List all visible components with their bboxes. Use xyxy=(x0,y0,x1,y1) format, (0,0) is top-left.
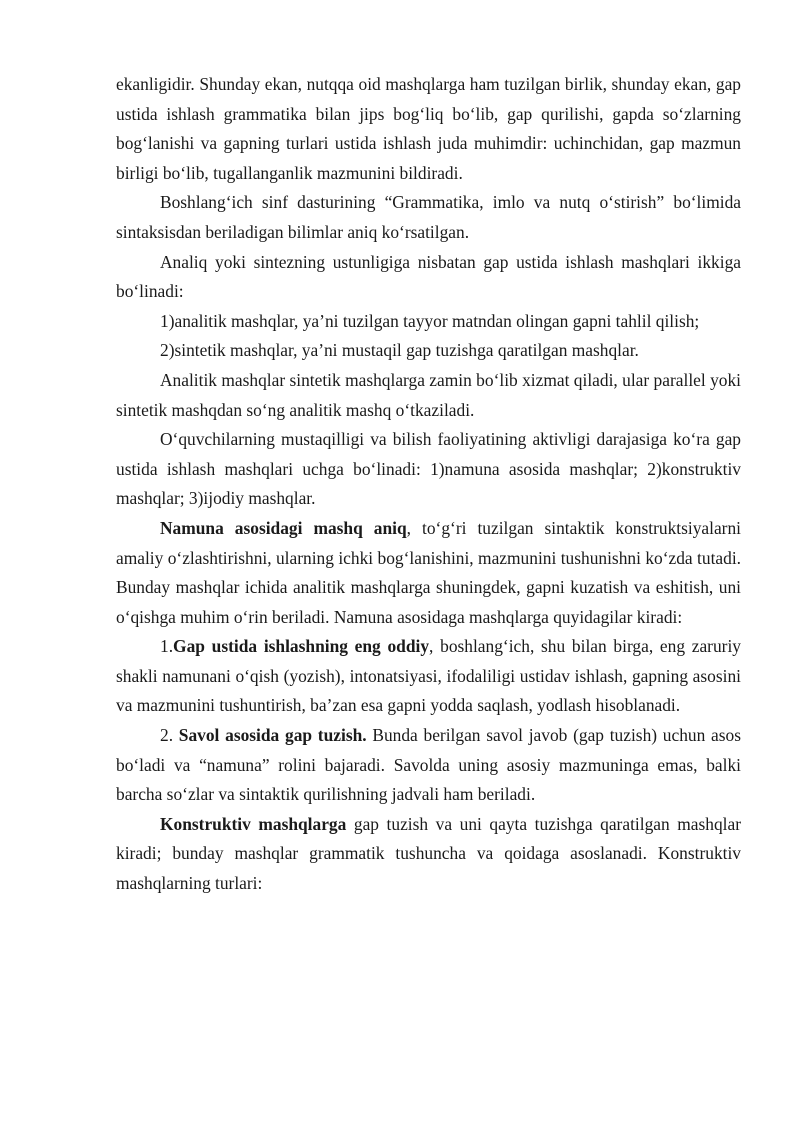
paragraph-2-text: Boshlang‘ich sinf dasturining “Grammatika, imlo va nutq o‘stirish” bo‘limida sintaksisdan beriladigan bilimlar aniq ko‘rsatilgan. xyxy=(116,192,741,242)
paragraph-10-bold: Savol asosida gap tuzish. xyxy=(178,725,367,746)
document-body xyxy=(116,70,741,899)
paragraph-3 xyxy=(116,248,741,307)
paragraph-9-prefix: 1. xyxy=(160,636,174,657)
paragraph-11 xyxy=(116,810,741,899)
paragraph-1 xyxy=(116,70,741,188)
paragraph-10-prefix: 2. xyxy=(160,725,179,746)
paragraph-8 xyxy=(116,514,741,632)
list-item-analytic xyxy=(116,307,741,337)
paragraph-1-text: ekanligidir. Shunday ekan, nutqqa oid mashqlarga ham tuzilgan birlik, shunday ekan, gap ustida ishlash grammatika bilan jips bog‘liq bo‘lib, gap qurilishi, gapda so‘zlarning bog‘lanishi va gapning turlari ustida ishlash juda muhimdir: uchinchidan, gap mazmun birligi bo‘lib, tugallanganlik mazmunini bildiradi. xyxy=(116,74,741,183)
list-item-synthetic xyxy=(116,336,741,366)
list-item-analytic-text: 1)analitik mashqlar, ya’ni tuzilgan tayyor matndan olingan gapni tahlil qilish; xyxy=(160,310,700,331)
paragraph-11-bold: Konstruktiv mashqlarga xyxy=(160,813,347,834)
paragraph-9 xyxy=(116,632,741,721)
paragraph-3-text: Analiq yoki sintezning ustunligiga nisbatan gap ustida ishlash mashqlari ikkiga bo‘linadi: xyxy=(116,251,741,302)
paragraph-9-text: , boshlang‘ich, shu bilan birga, eng zaruriy shakli namunani o‘qish (yozish), intonatsiyasi, ifodaliligi ustidav ishlash, gapning asosini va mazmunini tushuntirish, ba’zan esa gapni yodda saqlash, yodlash hisoblanadi. xyxy=(116,636,741,716)
paragraph-10 xyxy=(116,721,741,810)
paragraph-9-bold: Gap ustida ishlashning eng oddiy xyxy=(173,636,430,657)
list-item-synthetic-text: 2)sintetik mashqlar, ya’ni mustaqil gap tuzishga qaratilgan mashqlar. xyxy=(160,340,639,361)
paragraph-10-text: Bunda berilgan savol javob (gap tuzish) uchun asos bo‘ladi va “namuna” rolini bajaradi. Savolda uning asosiy mazmuninga emas, balki barcha so‘zlar va sintaktik qurilishning jadvali ham beriladi. xyxy=(116,725,742,805)
paragraph-8-bold: Namuna asosidagi mashq aniq xyxy=(160,517,407,538)
paragraph-2 xyxy=(116,188,741,247)
paragraph-11-text: gap tuzish va uni qayta tuzishga qaratilgan mashqlar kiradi; bunday mashqlar grammatik tushuncha va qoidaga asoslanadi. Konstruktiv mashqlarning turlari: xyxy=(116,813,741,894)
paragraph-7 xyxy=(116,425,741,514)
paragraph-6-text: Analitik mashqlar sintetik mashqlarga zamin bo‘lib xizmat qiladi, ular parallel yoki sintetik mashqdan so‘ng analitik mashq o‘tkaziladi. xyxy=(116,369,741,420)
paragraph-6 xyxy=(116,366,741,425)
paragraph-8-text: , to‘g‘ri tuzilgan sintaktik konstruktsiyalarni amaliy o‘zlashtirishni, ularning ichki bog‘lanishini, mazmunini tushunishni ko‘zda tutadi. Bunday mashqlar ichida analitik mashqlarga shuningdek, gapni kuzatish va eshitish, uni o‘qishga muhim o‘rin beriladi. Namuna asosidaga mashqlarga quyidagilar kiradi: xyxy=(116,517,741,627)
paragraph-7-text: O‘quvchilarning mustaqilligi va bilish faoliyatining aktivligi darajasiga ko‘ra gap ustida ishlash mashqlari uchga bo‘linadi: 1)namuna asosida mashqlar; 2)konstruktiv mashqlar; 3)ijodiy mashqlar. xyxy=(116,429,741,509)
